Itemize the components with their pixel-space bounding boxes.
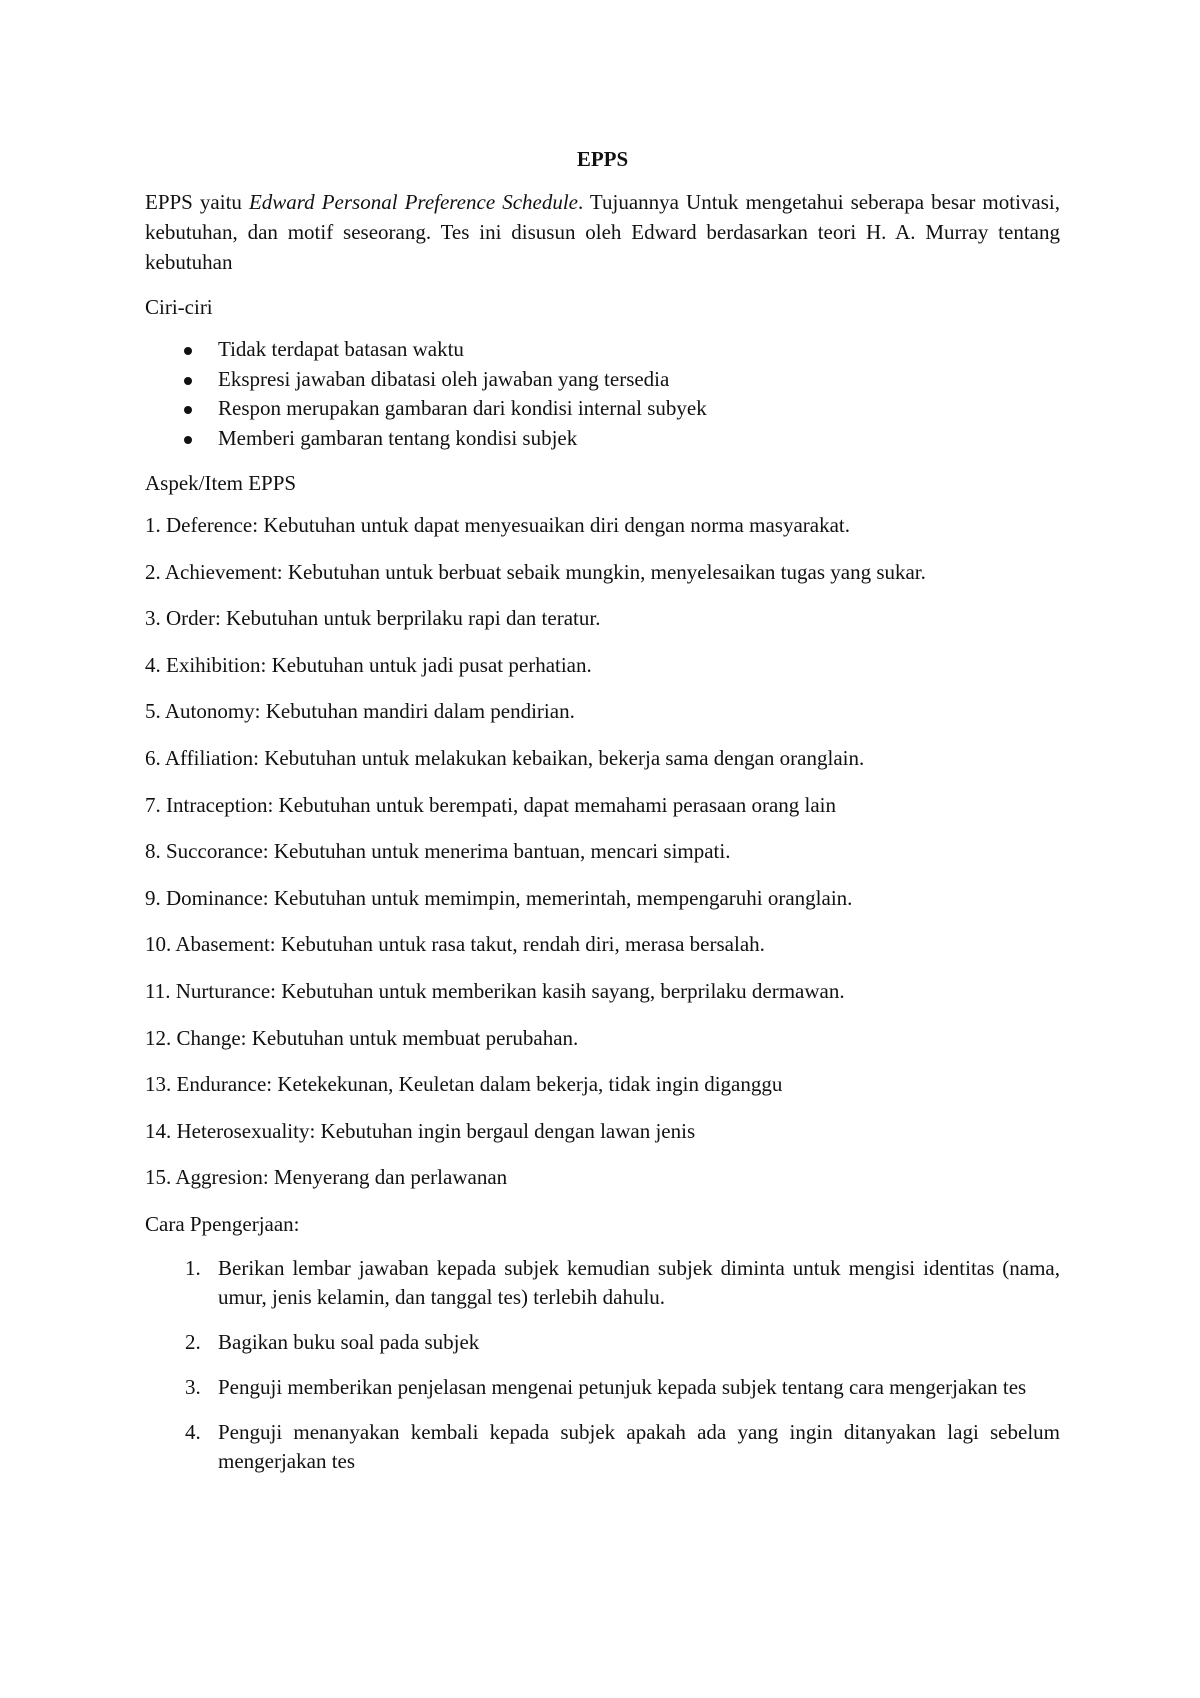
aspek-item: 15. Aggresion: Menyerang dan perlawanan [145, 1165, 508, 1190]
aspek-item: 9. Dominance: Kebutuhan untuk memimpin, memerintah, mempengaruhi oranglain. [145, 885, 853, 910]
aspek-item: 2. Achievement: Kebutuhan untuk berbuat sebaik mungkin, menyelesaikan tugas yang sukar. [145, 559, 926, 584]
ciri-list [145, 335, 1060, 453]
step-text: Penguji memberikan penjelasan mengenai petunjuk kepada subjek tentang cara mengerjakan tes [218, 1374, 1027, 1399]
aspek-item: 5. Autonomy: Kebutuhan mandiri dalam pendirian. [145, 699, 575, 724]
aspek-item: 13. Endurance: Ketekekunan, Keuletan dalam bekerja, tidak ingin diganggu [145, 1072, 783, 1097]
bullet-icon [184, 406, 192, 414]
aspek-item: 3. Order: Kebutuhan untuk berprilaku rapi dan teratur. [145, 606, 601, 631]
list-item [145, 335, 1060, 365]
aspek-item: 1. Deference: Kebutuhan untuk dapat menyesuaikan diri dengan norma masyarakat. [145, 513, 850, 537]
list-item-text: Tidak terdapat batasan waktu [218, 337, 464, 361]
bullet-icon [184, 436, 192, 444]
aspek-item: 14. Heterosexuality: Kebutuhan ingin bergaul dengan lawan jenis [145, 1118, 696, 1143]
step-item [145, 1254, 1060, 1312]
aspek-item: 8. Succorance: Kebutuhan untuk menerima bantuan, mencari simpati. [145, 839, 731, 864]
aspek-item: 10. Abasement: Kebutuhan untuk rasa takut, rendah diri, merasa bersalah. [145, 932, 765, 957]
aspek-list [145, 511, 1060, 1191]
aspek-item: 12. Change: Kebutuhan untuk membuat perubahan. [145, 1025, 579, 1050]
list-item [145, 424, 1060, 454]
aspek-item: 7. Intraception: Kebutuhan untuk berempati, dapat memahami perasaan orang lain [145, 792, 837, 817]
list-item-text: Ekspresi jawaban dibatasi oleh jawaban yang tersedia [218, 366, 670, 391]
list-item-text: Memberi gambaran tentang kondisi subjek [218, 425, 578, 450]
intro-prefix: EPPS yaitu [145, 190, 249, 214]
step-item [145, 1418, 1060, 1476]
step-text: Bagikan buku soal pada subjek [218, 1329, 480, 1354]
ciri-heading: Ciri-ciri [145, 295, 213, 319]
bullet-icon [184, 377, 192, 385]
step-text: Penguji menanyakan kembali kepada subjek apakah ada yang ingin ditanyakan lagi sebelum mengerjakan tes [218, 1419, 1060, 1473]
step-text: Berikan lembar jawaban kepada subjek kemudian subjek diminta untuk mengisi identitas (nama, umur, jenis kelamin, dan tanggal tes) terlebih dahulu. [218, 1255, 1060, 1309]
aspek-heading: Aspek/Item EPPS [145, 471, 297, 495]
aspek-item: 11. Nurturance: Kebutuhan untuk memberikan kasih sayang, berprilaku dermawan. [145, 978, 845, 1003]
step-number: 4. [185, 1419, 201, 1444]
step-item [145, 1373, 1060, 1402]
document-title: EPPS [576, 147, 629, 171]
intro-emphasis: Edward Personal Preference Schedule [248, 190, 578, 214]
cara-steps [145, 1254, 1060, 1476]
step-number: 1. [185, 1255, 201, 1280]
cara-heading: Cara Ppengerjaan: [145, 1211, 300, 1236]
intro-paragraph [145, 187, 1060, 277]
step-item [145, 1328, 1060, 1357]
list-item-text: Respon merupakan gambaran dari kondisi internal subyek [218, 396, 707, 420]
step-number: 2. [185, 1329, 201, 1354]
aspek-item: 4. Exihibition: Kebutuhan untuk jadi pusat perhatian. [145, 652, 592, 677]
bullet-icon [184, 347, 192, 355]
aspek-item: 6. Affiliation: Kebutuhan untuk melakukan kebaikan, bekerja sama dengan oranglain. [145, 745, 865, 770]
step-number: 3. [185, 1374, 201, 1399]
intro-suffix: . Tujuannya Untuk mengetahui seberapa besar motivasi, kebutuhan, dan motif seseorang. Tes ini disusun oleh Edward berdasarkan teori H. A. Murray tentang kebutuhan [145, 190, 1061, 274]
list-item [145, 365, 1060, 395]
list-item [145, 394, 1060, 424]
